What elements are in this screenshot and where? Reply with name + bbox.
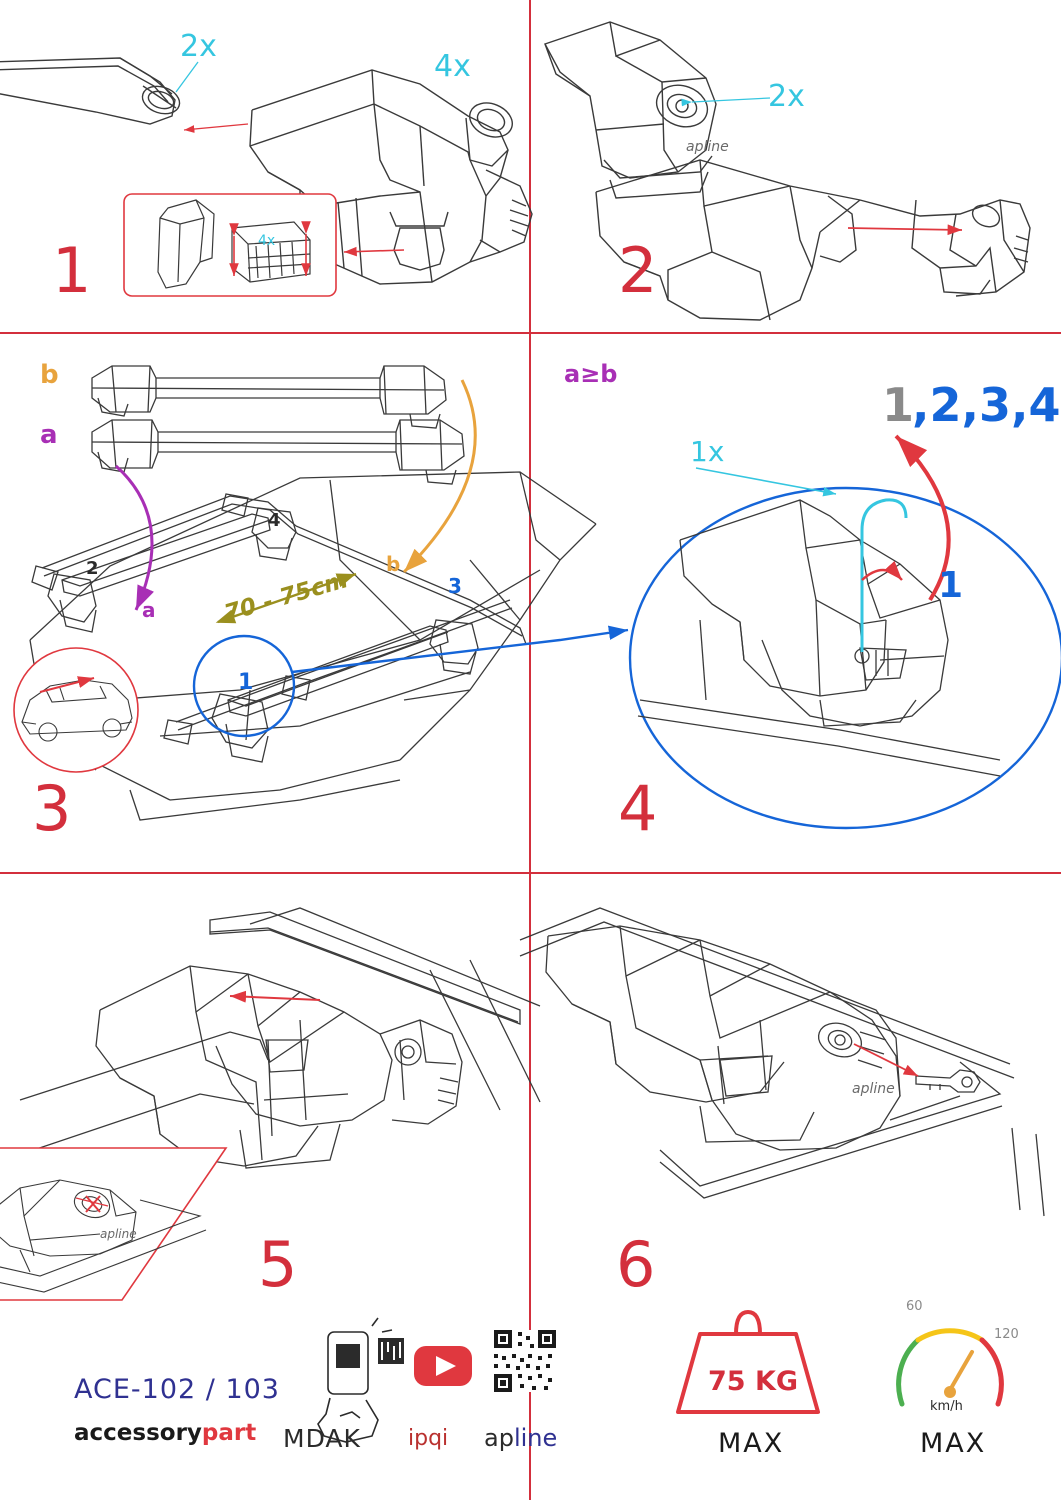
- hub-logo-step6: apline: [852, 1081, 895, 1097]
- callout-a-ge-b: a≥b: [564, 360, 618, 388]
- callout-2x-lock: 2x: [768, 79, 805, 114]
- callout-sequence-rest: ,2,3,4: [912, 378, 1061, 432]
- weight-limit-icon: [678, 1312, 818, 1412]
- apline-prefix: ap: [484, 1424, 514, 1452]
- step2-rail-with-foot: [596, 160, 1030, 320]
- callout-1x-tool: 1x: [690, 435, 725, 468]
- step3-car-roof: [30, 470, 640, 820]
- step3-to-step4-arrow: [292, 630, 628, 672]
- partner-mdak: MDAK: [283, 1424, 361, 1453]
- step-number-3: 3: [32, 772, 73, 845]
- qr-code-icon: [494, 1330, 556, 1392]
- step-number-2: 2: [618, 234, 659, 307]
- brand-prefix: accessory: [74, 1420, 202, 1446]
- step3-arrow-b: [404, 380, 475, 572]
- callout-rail-a: a: [40, 420, 58, 450]
- hub-logo-step5-inset: apline: [100, 1227, 137, 1241]
- step4-bar-end-detail: [638, 500, 1000, 776]
- youtube-icon: [414, 1346, 472, 1386]
- callout-2x-rail: 2x: [180, 29, 217, 64]
- step-number-4: 4: [618, 772, 659, 845]
- speed-limit-icon: [899, 1331, 1002, 1404]
- callout-sequence-first: 1: [882, 378, 915, 432]
- step6-key: [916, 1070, 980, 1092]
- step-number-1: 1: [52, 234, 93, 307]
- callout-position-1: 1: [238, 670, 254, 695]
- callout-position-2: 2: [86, 558, 99, 579]
- step6-assembly: [520, 908, 1044, 1216]
- speed-tick-min: 60: [906, 1299, 923, 1314]
- speed-max-label: MAX: [920, 1428, 987, 1459]
- step4-1x-leader: [696, 468, 836, 494]
- callout-position-4: 4: [268, 510, 281, 531]
- speed-tick-max: 120: [994, 1327, 1019, 1342]
- callout-4x-inset: 4x: [258, 233, 276, 249]
- step-number-5: 5: [258, 1228, 299, 1301]
- step6-key-arrow: [854, 1044, 918, 1076]
- callout-rail-b: b: [40, 360, 59, 390]
- step1-rail-end: [0, 58, 183, 124]
- callout-position-3: 3: [448, 574, 462, 598]
- apline-suffix: line: [513, 1424, 558, 1452]
- step5-assembly: [0, 908, 540, 1168]
- step1-rail-arrow: [184, 124, 248, 130]
- callout-4x-foot: 4x: [434, 49, 471, 84]
- callout-distance: 70 - 75cm: [221, 567, 351, 628]
- step5-inset-box: [0, 1148, 226, 1300]
- partner-ipqi: ipqi: [408, 1426, 449, 1451]
- step5-slide-arrow: [230, 996, 320, 1000]
- step1-inset-box: [124, 194, 336, 296]
- brand-logo: [74, 1420, 256, 1446]
- step3-vehicle-inset: [14, 648, 138, 772]
- partner-apline: [484, 1424, 557, 1452]
- step2-insert-arrow: [848, 228, 962, 230]
- callout-bar-b: b: [386, 552, 401, 576]
- brand-suffix: part: [201, 1420, 257, 1446]
- callout-detail-1: 1: [938, 565, 964, 606]
- product-code: ACE-102 / 103: [74, 1374, 280, 1405]
- step3-crossbar-b: [92, 366, 446, 428]
- callout-bar-a: a: [142, 598, 156, 622]
- step1-2x-leader: [176, 62, 198, 92]
- hub-logo-step2: apline: [686, 139, 729, 155]
- step2-foot-upper: [545, 22, 716, 198]
- weight-max-label: MAX: [718, 1428, 785, 1459]
- step4-detail-circle: [630, 488, 1061, 828]
- step-number-6: 6: [616, 1228, 657, 1301]
- weight-value: 75 KG: [708, 1366, 799, 1397]
- speed-unit: km/h: [930, 1399, 963, 1414]
